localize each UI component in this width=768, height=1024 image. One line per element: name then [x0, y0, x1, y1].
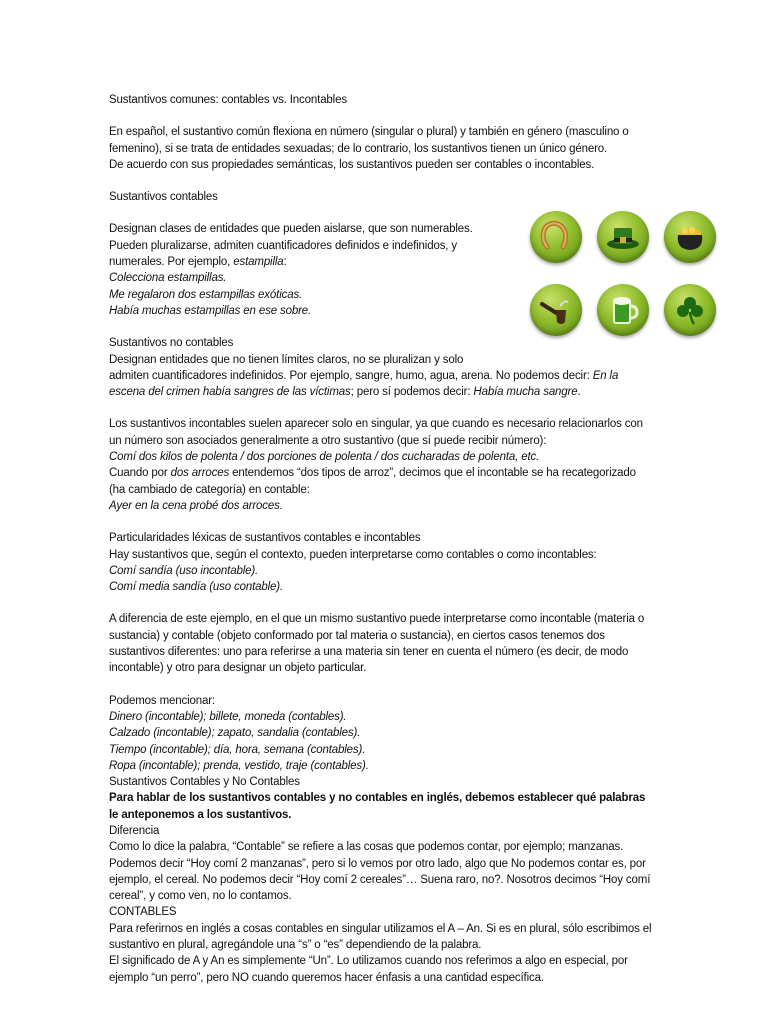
contables-heading: Sustantivos contables	[109, 191, 218, 204]
particularidades-line: Hay sustantivos que, según el contexto, pueden interpretarse como contables o como incontables:	[109, 548, 597, 561]
beer-mug-icon	[597, 284, 649, 336]
particularidades-heading: Particularidades léxicas de sustantivos contables e incontables	[109, 532, 421, 545]
contables-example: Me regalaron dos estampillas exóticas.	[109, 288, 303, 301]
no-contables-heading: Sustantivos no contables	[109, 337, 234, 350]
incontables-paragraph: Los sustantivos incontables suelen aparecer solo en singular, ya que cuando es necesario relacionarlos con un número son asociados generalmente a otro sustantivo (que sí puede recibir número):	[109, 418, 643, 447]
pipe-icon	[530, 284, 582, 336]
particularidades-paragraph: A diferencia de este ejemplo, en el que un mismo sustantivo puede interpretarse como incontable (materia o sustancia) y contable (objeto conformado por tal materia o sustancia), en ciertos casos tenemos dos sustantivos diferentes: uno para referirse a una materia sin tener en cuenta el número (es decir, de modo incontable) y otro para designar un objeto particular.	[109, 613, 645, 675]
ingles-heading: Sustantivos Contables y No Contables	[109, 776, 300, 789]
contables-line: Designan clases de entidades que pueden aislarse, que son numerables.	[109, 223, 473, 236]
diferencia-heading: Diferencia	[109, 824, 160, 837]
mencionar-item: Ropa (incontable); prenda, vestido, traje (contables).	[109, 759, 369, 772]
incontables-example: Comí dos kilos de polenta / dos porciones de polenta / dos cucharadas de polenta, etc.	[109, 451, 540, 464]
particularidades-example: Comí media sandía (uso contable).	[109, 581, 284, 594]
no-contables-line: Designan entidades que no tienen límites claros, no se pluralizan y solo	[109, 353, 464, 366]
contables-section	[109, 221, 514, 319]
leprechaun-hat-icon	[597, 211, 649, 263]
no-contables-line: admiten cuantificadores indefinidos. Por ejemplo, sangre, humo, agua, arena. No podemos decir: En la escena del crimen había sangres de las víctimas; pero sí podemos decir: Había mucha sangre.	[109, 369, 619, 399]
horseshoe-icon	[530, 211, 582, 263]
document-title: Sustantivos comunes: contables vs. Incontables	[109, 94, 347, 106]
particularidades-example: Comí sandía (uso incontable).	[109, 564, 259, 577]
incontables-example: Ayer en la cena probé dos arroces.	[109, 499, 283, 512]
mencionar-item: Calzado (incontable); zapato, sandalia (contables).	[109, 727, 361, 740]
shamrock-icon	[664, 284, 716, 336]
mencionar-heading: Podemos mencionar:	[109, 694, 215, 707]
incontables-paragraph: Cuando por dos arroces entendemos “dos tipos de arroz”, decimos que el incontable se ha recategorizado (ha cambiado de categoría) en contable:	[109, 467, 636, 496]
contables-paragraph: Para referirnos en inglés a cosas contables en singular utilizamos el A – An. Si es en plural, sólo escribimos el sustantivo en plural, agregándole una “s” o “es” dependiendo de la palabra.	[109, 922, 652, 952]
intro-paragraph-1: En español, el sustantivo común flexiona en número (singular o plural) y también en género (masculino o femenino), si se trata de entidades sexuadas; de lo contrario, los sustantivos tienen un único género.	[109, 126, 629, 155]
diferencia-paragraph: Como lo dice la palabra, “Contable” se refiere a las cosas que podemos contar, por ejemplo; manzanas. Podemos decir “Hoy comí 2 manzanas”, pero si lo vemos por otro lado, algo que No podemos contar es, por ejemplo, el cereal. No podemos decir “Hoy comí 2 cereales”… Suena raro, no?. Nosotros decimos “Hoy comí cereal”, y como ven, no lo contamos.	[109, 841, 651, 903]
example-word: estampilla	[233, 256, 284, 269]
contables-example: Había muchas estampillas en ese sobre.	[109, 304, 312, 317]
contables-example: Colecciona estampillas.	[109, 272, 227, 285]
intro-paragraph-2: De acuerdo con sus propiedades semánticas, los sustantivos pueden ser contables o incontables.	[109, 158, 595, 171]
contables-paragraph: El significado de A y An es simplemente “Un”. Lo utilizamos cuando nos referimos a algo en especial, por ejemplo “un perro”, pero NO cuando queremos hacer énfasis a una cantidad específica.	[109, 955, 628, 984]
contables-line: Pueden pluralizarse, admiten cuantificadores definidos e indefinidos, y	[109, 239, 457, 252]
pot-of-gold-icon	[664, 211, 716, 263]
mencionar-item: Tiempo (incontable); día, hora, semana (contables).	[109, 743, 366, 756]
contables-caps-heading: CONTABLES	[109, 906, 177, 919]
contables-line: numerales. Por ejemplo, estampilla:	[109, 256, 287, 269]
mencionar-item: Dinero (incontable); billete, moneda (contables).	[109, 710, 347, 723]
irish-icons-grid	[530, 211, 716, 339]
ingles-bold-intro: Para hablar de los sustantivos contables y no contables en inglés, debemos establecer qué palabras le anteponemos a los sustantivos.	[109, 792, 646, 821]
